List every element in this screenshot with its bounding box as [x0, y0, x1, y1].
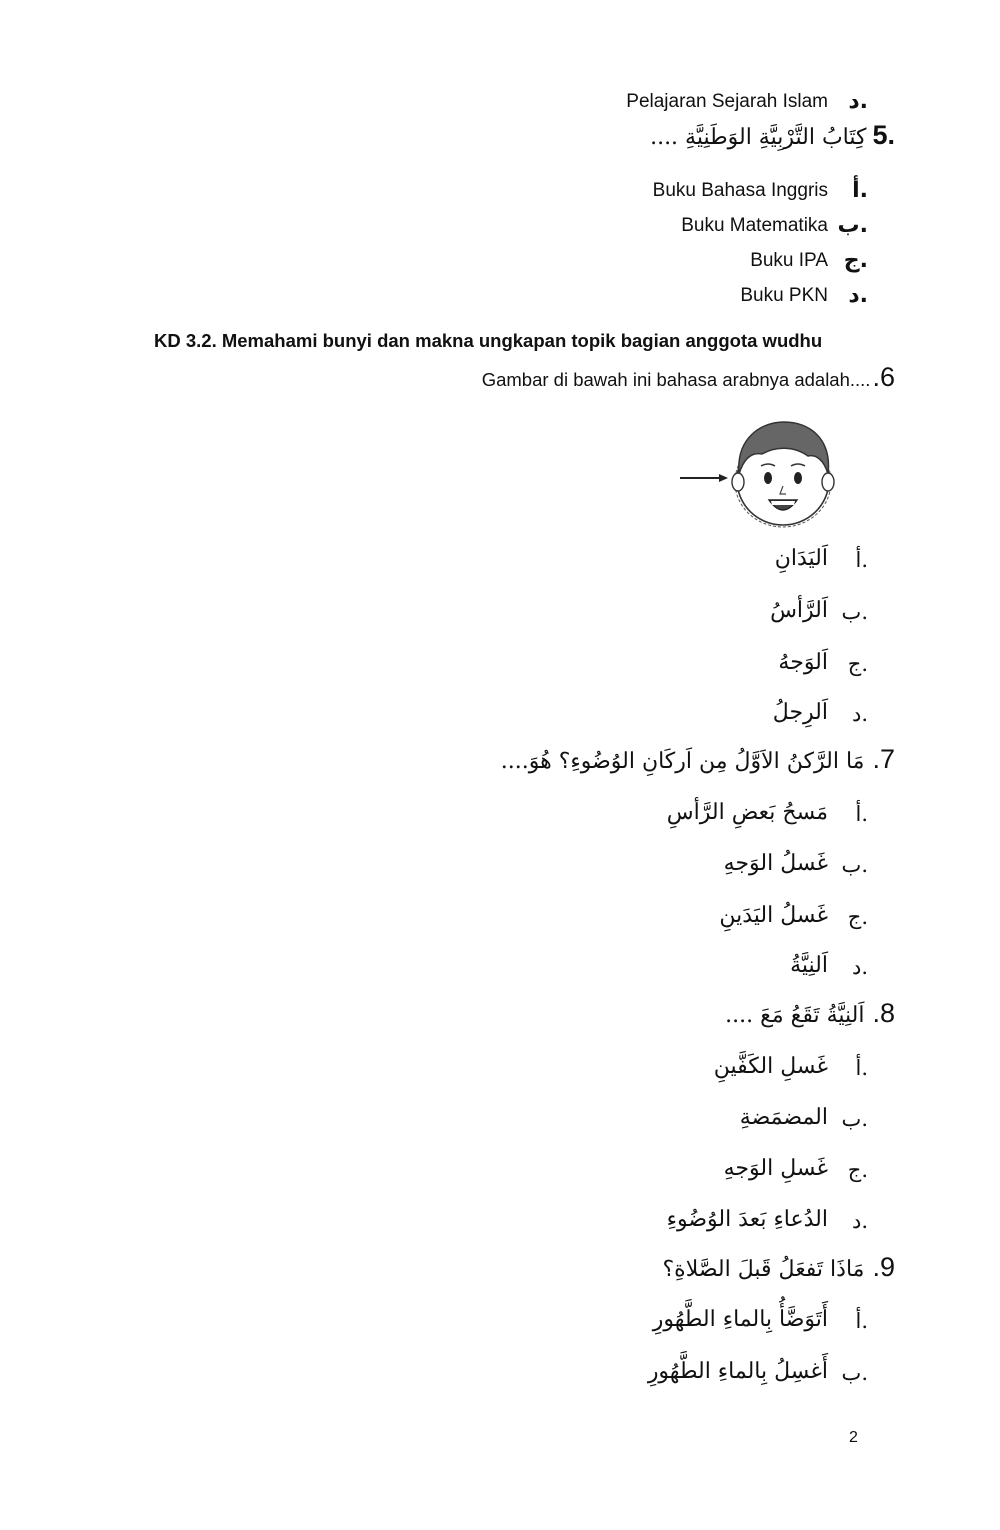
section-heading: KD 3.2. Memahami bunyi dan makna ungkapan topik bagian anggota wudhu	[154, 330, 823, 351]
teeth	[771, 501, 795, 505]
option-letter: ب.	[841, 853, 868, 877]
ear-right	[822, 473, 834, 491]
question-text: مَا الرَّكنُ الاَوَّلُ مِن اَركَانِ الوُضُوءِ؟ هُوَ....	[500, 749, 865, 774]
option-text: غَسلِ الوَجهِ	[723, 1156, 828, 1181]
option-text: Pelajaran Sejarah Islam	[626, 91, 828, 112]
option-letter: ب.	[841, 600, 868, 624]
question-number: 9.	[872, 1252, 895, 1282]
question-8	[725, 998, 895, 1029]
question-text: Gambar di bawah ini bahasa arabnya adalah....	[481, 369, 871, 390]
question-text: مَاذَا تَفعَلُ قَبلَ الصَّلاةِ؟	[662, 1257, 865, 1282]
question-number: 6.	[872, 362, 895, 392]
option-text: اَلرَّأسُ	[770, 598, 828, 623]
option-letter: ج.	[847, 652, 868, 676]
option-text: اَلنِيَّةُ	[790, 953, 828, 978]
option-text: المضمَضةِ	[739, 1105, 828, 1130]
option-text: اَلرِجلُ	[772, 700, 828, 725]
option-letter: أ.	[855, 548, 868, 572]
eye-left	[764, 472, 772, 484]
question-number: 7.	[872, 744, 895, 774]
option-letter: أ.	[852, 178, 868, 203]
question-number: 5.	[872, 120, 895, 150]
question-7	[501, 744, 895, 775]
option-letter: ج.	[847, 1158, 868, 1182]
option-letter: أ.	[855, 1056, 868, 1080]
option-text: أَتَوَضَّأُ بِالماءِ الطَّهُورِ	[652, 1307, 828, 1332]
option-text: الدُعاءِ بَعدَ الوُضُوءِ	[666, 1207, 828, 1232]
option-letter: د.	[848, 89, 868, 114]
option-letter: ج.	[843, 248, 868, 273]
pointer-arrowhead	[719, 474, 728, 482]
option-letter: ج.	[847, 905, 868, 929]
option-text: Buku IPA	[750, 250, 828, 271]
option-text: غَسلُ الوَجهِ	[723, 851, 828, 876]
option-letter: د.	[851, 1209, 868, 1233]
option-letter: ب.	[837, 213, 868, 238]
option-text: مَسحُ بَعضِ الرَّأسِ	[666, 800, 828, 825]
boy-face-illustration	[676, 416, 836, 528]
eye-right	[794, 472, 802, 484]
option-text: غَسلُ اليَدَينِ	[719, 903, 828, 928]
option-letter: أ.	[855, 1309, 868, 1333]
option-letter: د.	[851, 955, 868, 979]
option-letter: أ.	[855, 802, 868, 826]
option-text: Buku Matematika	[681, 215, 828, 236]
page-number: 2	[849, 1429, 858, 1446]
question-text: اَلنِيَّةُ تَقَعُ مَعَ ....	[725, 1003, 865, 1028]
option-text: Buku Bahasa Inggris	[652, 180, 828, 201]
question-text: كِتَابُ التَّرْبِيَّةِ الوَطَنِيَّةِ ....	[650, 125, 867, 150]
option-text: Buku PKN	[740, 285, 828, 306]
question-6	[482, 362, 895, 393]
question-5	[650, 120, 895, 151]
option-text: أَغسِلُ بِالماءِ الطَّهُورِ	[647, 1359, 828, 1384]
ear-left	[732, 473, 744, 491]
question-number: 8.	[872, 998, 895, 1028]
option-letter: ب.	[841, 1361, 868, 1385]
option-text: غَسلِ الكَفَّينِ	[713, 1054, 828, 1079]
option-letter: د.	[848, 283, 868, 308]
option-letter: ب.	[841, 1107, 868, 1131]
option-letter: د.	[851, 702, 868, 726]
option-text: اَلوَجهُ	[778, 650, 828, 675]
option-text: اَليَدَانِ	[774, 546, 828, 571]
question-9	[663, 1252, 896, 1283]
